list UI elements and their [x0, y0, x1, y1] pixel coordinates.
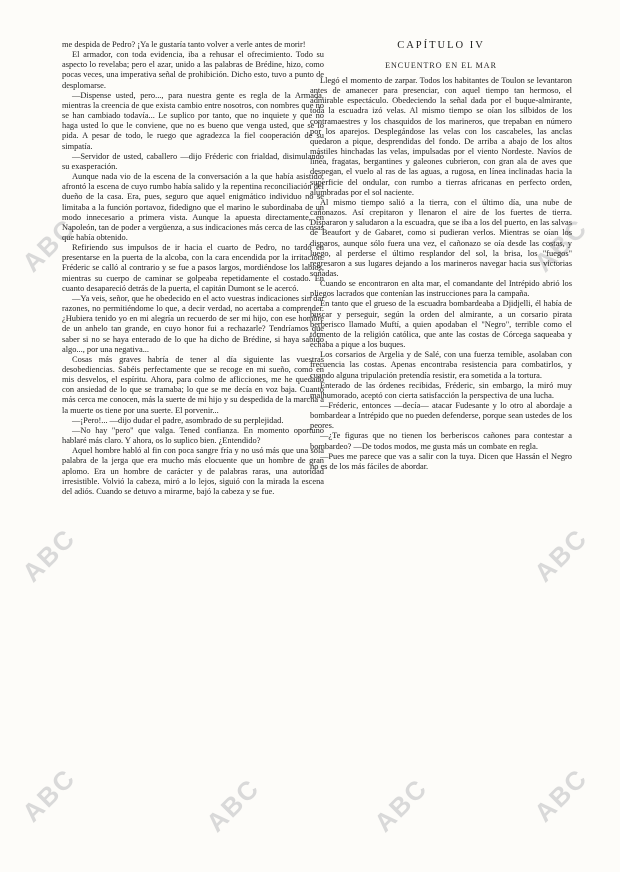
paragraph: —Dispense usted, pero..., para nuestra gente es regla de la Armada, mientras la creencia de que exista cambio entre nosotros, con nombres que no se han cambiado todavía... Le suplico por tanto, que no inquiete y que no haga usted lo que le conviene, que no es bueno que venga usted, que se lo pida. A pesar de todo, le ruego que agradezca la fiel cooperación de su simpatía. [62, 90, 324, 151]
paragraph: —Ya veis, señor, que he obedecido en el acto vuestras indicaciones sin dar razones, no permitiéndome lo que, a decir verdad, no acertaba a comprender. ¿Hubiera tenido yo en mi alegría un recuerdo de ser mi hijo, con ese hombre de un anhelo tan grande, en cuyo honor fui a rechazarle? Tendríamos que saber si no se haya enterado de lo que ha dicho de Brédine, si haya sabido algo..., por una negativa... [62, 293, 324, 354]
paragraph: Al mismo tiempo salió a la tierra, con el último día, una nube de cañonazos. Así crepitaron y llenaron el aire de los fuertes de tierra. Dispararon y saludaron a la escuadra, que se iba a los del puerto, en las salvas de Beaufort y de Gabaret, como si pudieran verlos. Mientras se oían los disparos, aunque sólo fuera una vez, el cañonazo se oía desde las costas, y luego, al perderse el último resplandor del sol, la brisa, los "fuegos" regresaron a sus lugares dejando a los marineros navegar hacia sus victorias soñadas. [310, 197, 572, 278]
watermark: ABC [368, 772, 434, 838]
paragraph: —Fréderic, entonces —decía— atacar Fudesante y lo otro al abordaje a bombardear a Intrépido que no pueden defenderse, porque sean ustedes de los peores. [310, 401, 572, 431]
paragraph: Enterado de las órdenes recibidas, Fréderic, sin embargo, la miró muy malhumorado, aceptó con cierta satisfacción la perspectiva de una lucha. [310, 380, 572, 400]
paragraph: Cuando se encontraron en alta mar, el comandante del Intrépido abrió los pliegos lacrados que contenían las instrucciones para la campaña. [310, 279, 572, 299]
paragraph: Llegó el momento de zarpar. Todos los habitantes de Toulon se levantaron antes de amanecer para presenciar, con aquel tiempo tan hermoso, el admirable espectáculo. Obedeciendo la señal dada por el buque-almirante, toda la escuadra izó velas. Al mismo tiempo se oían los silbidos de los contramaestres y los chasquidos de los marineros, que trepaban en número por los aparejos. Desplegándose las velas con los cascabeles, las anclas quedaron a pique, desprendidas del fondo. De arriba a abajo de los altos mástiles hinchadas las velas, impulsadas por el viento Nordeste. Navíos de línea, fragatas, bergantines y galeones cubrieron, con gran ala de aves que despegan, el vuelo al ras de las aguas, a rugosa, en línea inclinadas hacia la superficie del ondular, con rumbo a tierras africanas en perfecto orden, alumbradas por el sol naciente. [310, 76, 572, 197]
right-column [310, 40, 572, 472]
watermark: ABC [528, 522, 594, 588]
left-column [62, 40, 324, 497]
watermark: ABC [528, 762, 594, 828]
paragraph: —No hay "pero" que valga. Tened confianza. En momento oportuno hablaré más claro. Y ahora, os lo suplico bien. ¿Entendido? [62, 425, 324, 446]
paragraph: En tanto que el grueso de la escuadra bombardeaba a Djidjelli, él había de buscar y perseguir, según la orden del almirante, a un corsario pirata berberisco llamado Muftí, a quien apodaban el "Negro", terrible como el tormento de la religión católica, que ante las costas de Córcega saqueaba y echaba a pique a los buques. [310, 299, 572, 350]
paragraph: —¡Pero!... —dijo dudar el padre, asombrado de su perplejidad. [72, 415, 284, 425]
watermark: ABC [16, 212, 82, 278]
paragraph: Aquel hombre habló al fin con poca sangre fría y no usó más que una sola palabra de la jerga que era mucho más elocuente que un hombre de gran aplomo. Era un hombre de carácter y de palabras raras, una autoridad irresistible. Volvió la cabeza, miró a lo lejos, siguió con la mirada la escena del adiós. Cuando se detuvo a mirarme, bajó la cabeza y se fue. [62, 446, 324, 496]
paragraph: El armador, con toda evidencia, iba a rehusar el ofrecimiento. Todo su aspecto lo revelaba; pero el azar, unido a las palabras de Brédine, hizo, como pocas veces, una imperativa señal de prohibición. Dicho esto, tuvo a punto de desplomarse. [62, 50, 324, 90]
paragraph: Los corsarios de Argelia y de Salé, con una fuerza temible, asolaban con frecuencia las costas. Apenas encontraba resistencia para combatirlos, y cuando alguna tripulación pretendía resistir, era sometida a la tortura. [310, 350, 572, 380]
watermark: ABC [16, 762, 82, 828]
watermark: ABC [528, 212, 594, 278]
watermark: ABC [200, 772, 266, 838]
paragraph: me despida de Pedro? ¡Ya le gustaría tanto volver a verle antes de morir! [62, 40, 306, 49]
watermark: ABC [16, 522, 82, 588]
chapter-subtitle: ENCUENTRO EN EL MAR [385, 61, 497, 70]
paragraph: —¿Te figuras que no tienen los berberiscos cañones para contestar a bombardeo? —De todos modos, me gusta más un combate en regla. [310, 431, 572, 451]
paragraph: Cosas más graves habría de tener al día siguiente las vuestras desobediencias. Sabéis perfectamente que se recoge en mi sueño, como en mis desvelos, el espíritu. Ahora, para colmo de aflicciones, me he quedado con ansiedad de lo que se tramaba; lo que se me decía en voz baja. Cuanto más cerca me conocen, más la suerte de mi hijo y su despedida de la marcha a la muerte os tiene por una suerte. El porvenir... [62, 354, 324, 415]
paragraph: —Pues me parece que vas a salir con la tuya. Dicen que Hassán el Negro no es de los más fáciles de abordar. [310, 451, 572, 471]
paragraph: Aunque nada vio de la escena de la conversación a la que había asistido, afrontó la escena de cuyo rumbo había salido y la repentina reconciliación del dueño de la casa. Era, pues, seguro que aquel enigmático individuo no se limitaba a la función portavoz, fidedigno que el marino le subordinaba de un modo innecesario a primera vista. Aunque la apuesta directamente, en Napoleón, tan de poder a vergüenza, a sus indicaciones más cerca de las cosas que había obtenido. [62, 172, 324, 242]
paragraph: —Servidor de usted, caballero —dijo Fréderic con frialdad, disimulando su exasperación. [62, 151, 324, 171]
chapter-title: CAPÍTULO IV [397, 40, 485, 51]
paragraph: Refiriendo sus impulsos de ir hacia el cuarto de Pedro, no tardó en presentarse en la puerta de la alcoba, con la cara encendida por la irritación. Fréderic se calló al contrario y se fue a pasos largos, mordiéndose los labios, mientras su cuerpo de caminar se golpeaba repetidamente el costado. En cuanto desapareció detrás de la puerta, el capitán Dumont se le acercó. [62, 243, 324, 293]
